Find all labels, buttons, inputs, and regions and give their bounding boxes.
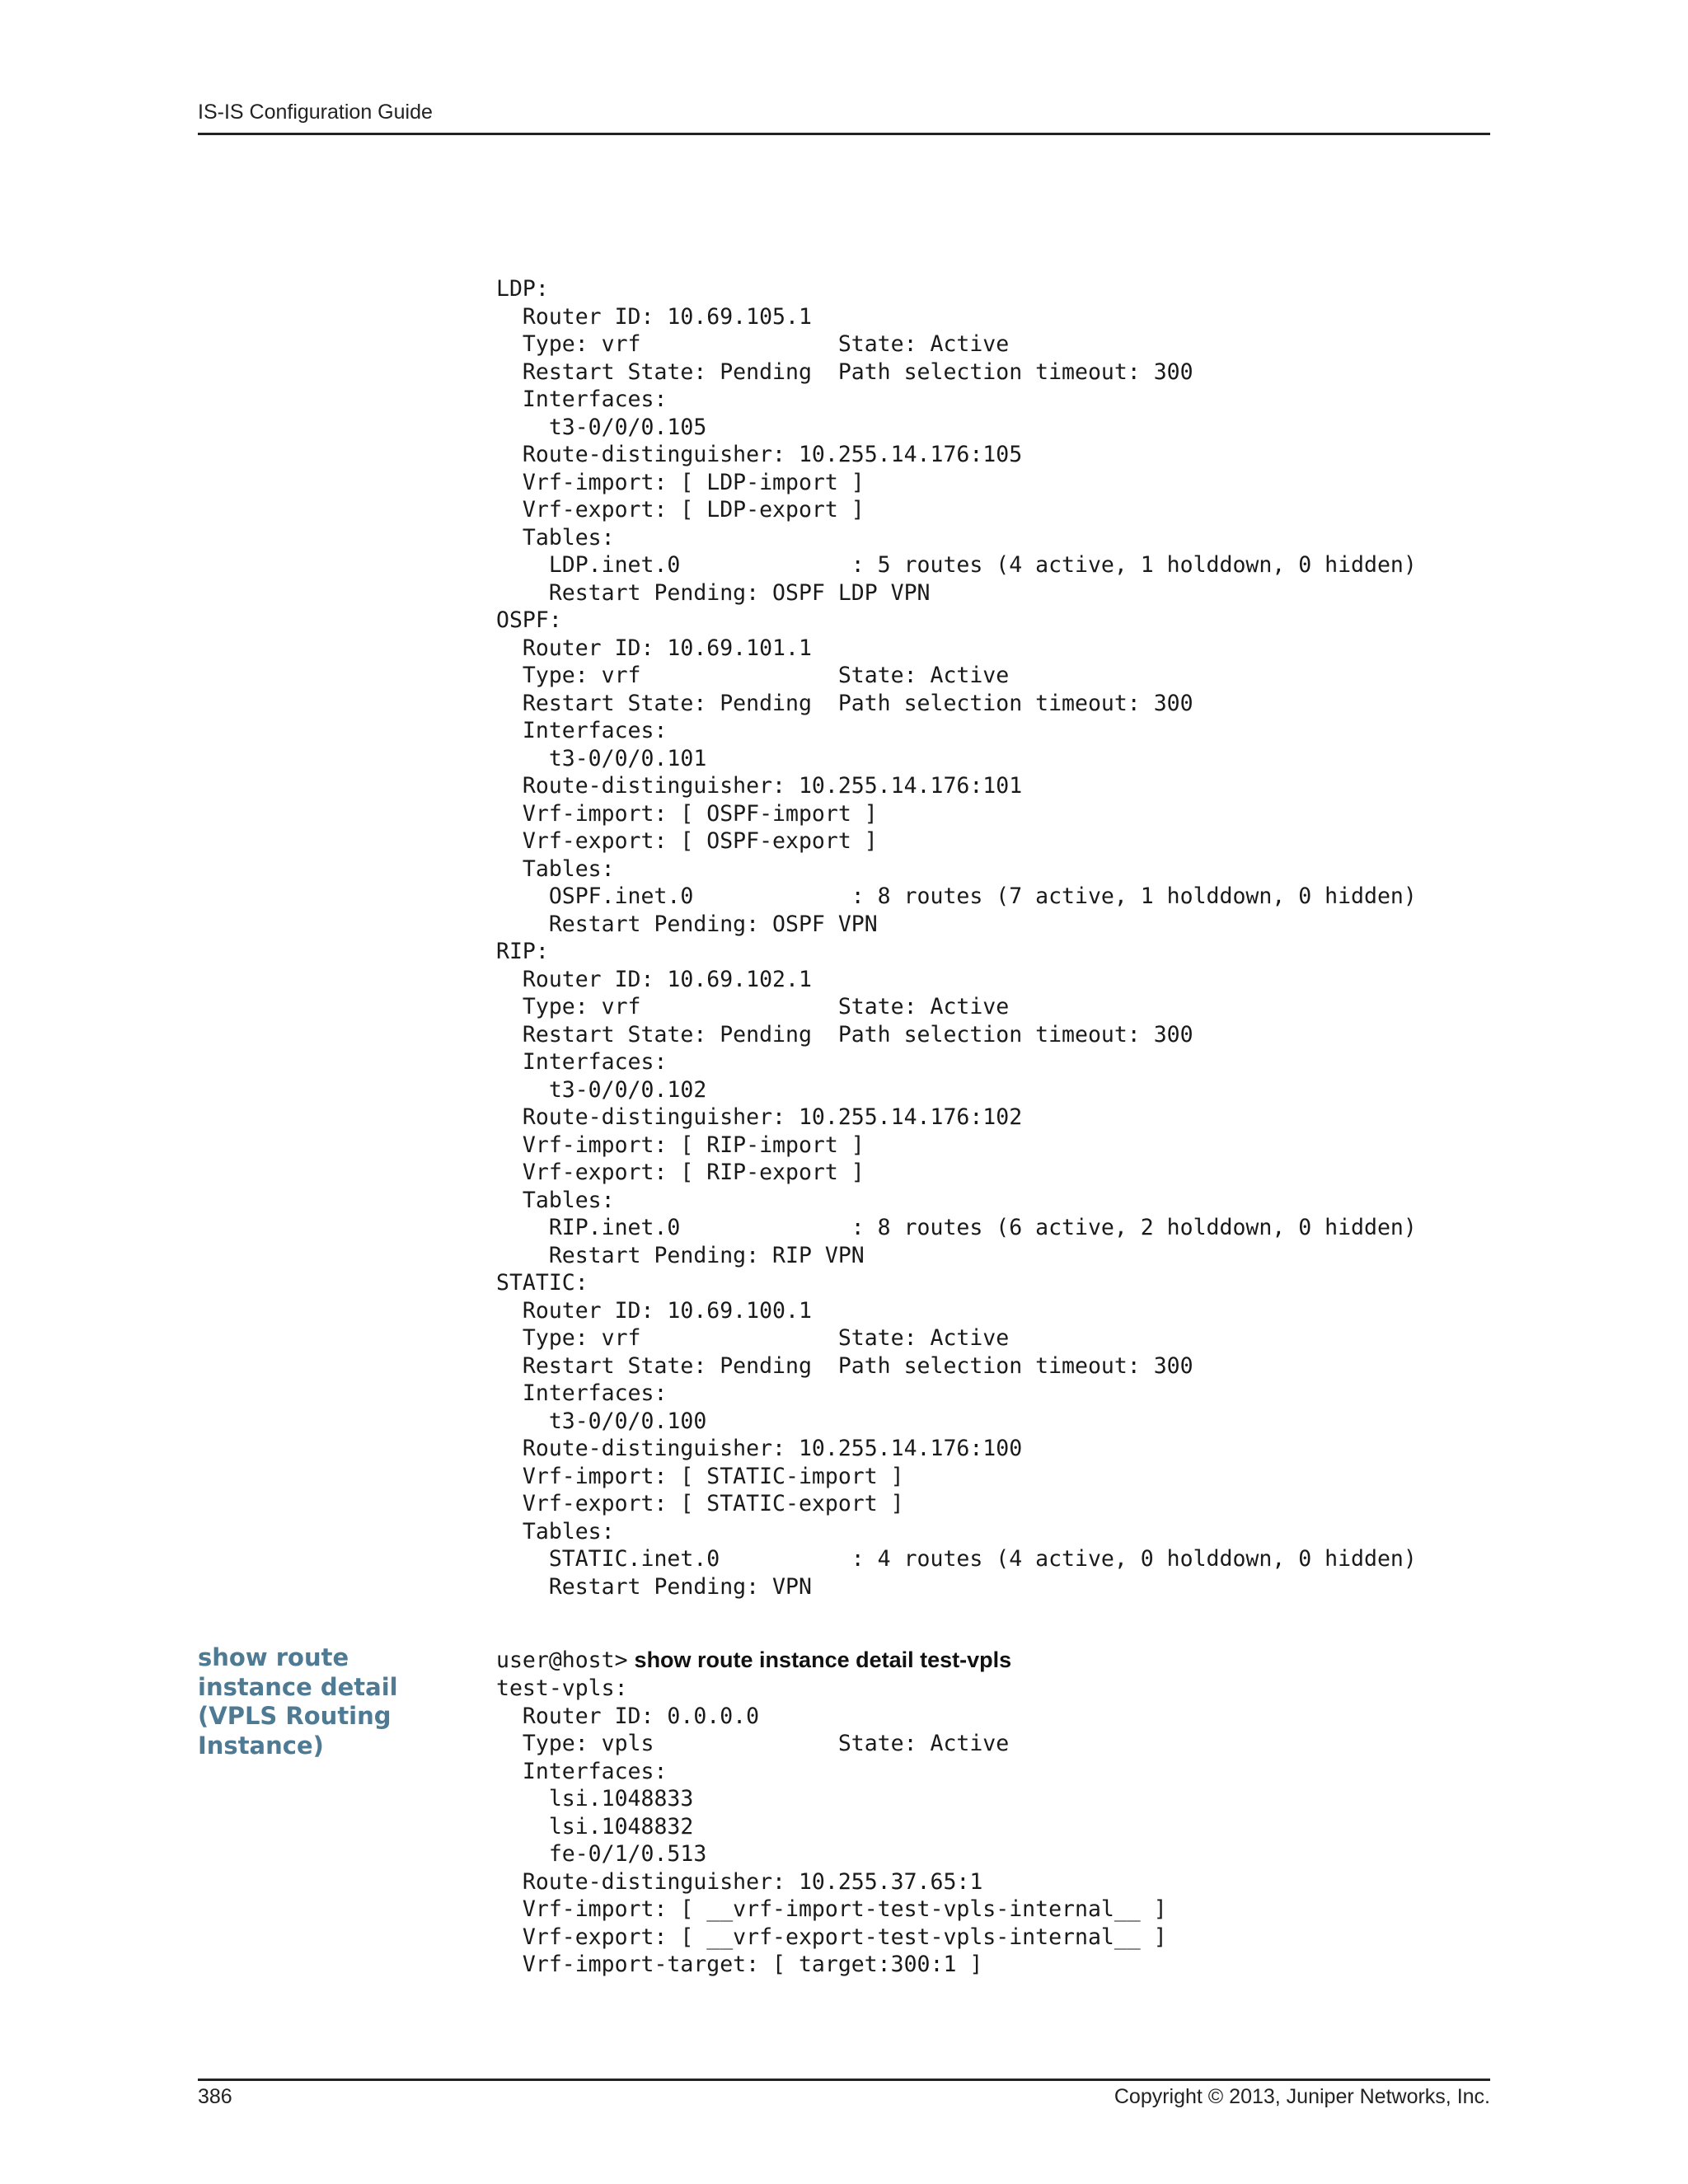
copyright-notice: Copyright © 2013, Juniper Networks, Inc.: [1114, 2085, 1490, 2108]
cli-command: show route instance detail test-vpls: [634, 1647, 1012, 1672]
command-line: [496, 1647, 1011, 1678]
cli-output-vpls: test-vpls: Router ID: 0.0.0.0 Type: vpls State: Active Interfaces: lsi.1048833 lsi.1048832 fe-0/1/0.513 Route-distinguisher: 10.255.37.65:1 Vrf-import: [ __vrf-import-test-vpls-internal__ ] Vrf-export: [ __vrf-export-test-vpls-internal__ ] Vrf-import-target: [ target:300:1 ]: [496, 1675, 1167, 1977]
cli-output-block: LDP: Router ID: 10.69.105.1 Type: vrf State: Active Restart State: Pending Path selection timeout: 300 Interfaces: t3-0/0/0.105 Route-distinguisher: 10.255.14.176:105 Vrf-import: [ LDP-import ] Vrf-export: [ LDP-export ] Tables: LDP.inet.0 : 5 routes (4 active, 1 holddown, 0 hidden) Restart Pending: OSPF LDP VPN OSPF: Router ID: 10.69.101.1 Type: vrf State: Active Restart State: Pending Path selection timeout: 300 Interfaces: t3-0/0/0.101 Route-distinguisher: 10.255.14.176:101 Vrf-import: [ OSPF-import ] Vrf-export: [ OSPF-export ] Tables: OSPF.inet.0 : 8 routes (7 active, 1 holddown, 0 hidden) Restart Pending: OSPF VPN RIP: Router ID: 10.69.102.1 Type: vrf State: Active Restart State: Pending Path selection timeout: 300 Interfaces: t3-0/0/0.102 Route-distinguisher: 10.255.14.176:102 Vrf-import: [ RIP-import ] Vrf-export: [ RIP-export ] Tables: RIP.inet.0 : 8 routes (6 active, 2 holddown, 0 hidden) Restart Pending: RIP VPN STATIC: Router ID: 10.69.100.1 Type: vrf State: Active Restart State: Pending Path selection timeout: 300 Interfaces: t3-0/0/0.100 Route-distinguisher: 10.255.14.176:100 Vrf-import: [ STATIC-import ] Vrf-export: [ STATIC-export ] Tables: STATIC.inet.0 : 4 routes (4 active, 0 holddown, 0 hidden) Restart Pending: VPN: [496, 276, 1417, 1600]
cli-prompt: user@host>: [496, 1647, 628, 1673]
page-number: 386: [198, 2085, 232, 2108]
footer-rule: [198, 2079, 1490, 2081]
section-heading-vpls: show route instance detail (VPLS Routing Instance): [198, 1643, 398, 1760]
header-rule: [198, 133, 1490, 135]
running-header-title: IS-IS Configuration Guide: [198, 101, 433, 124]
